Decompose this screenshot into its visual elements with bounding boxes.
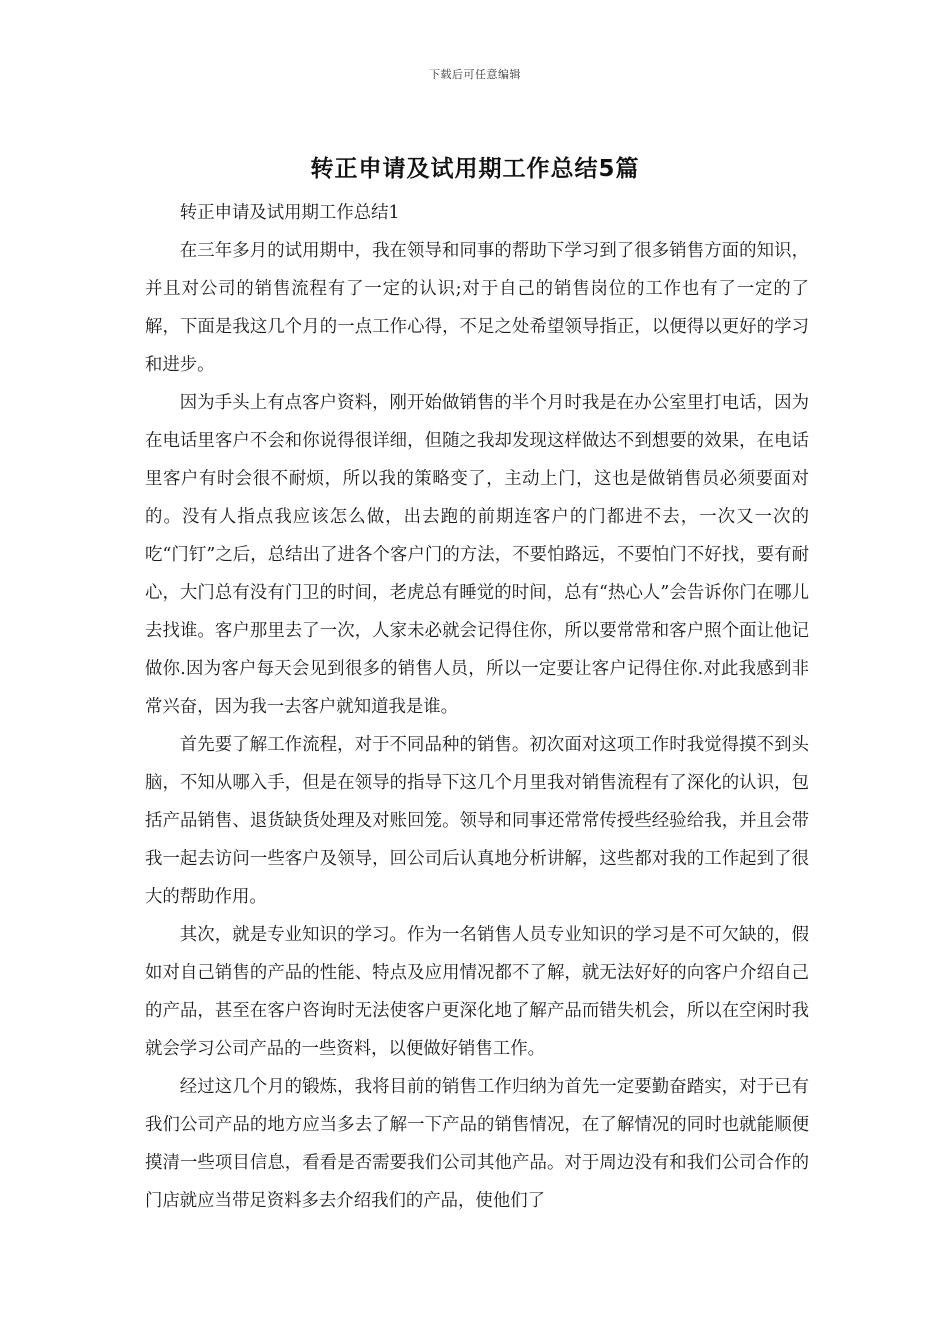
paragraph: 首先要了解工作流程，对于不同品种的销售。初次面对这项工作时我觉得摸不到头脑，不知从哪入手，但是在领导的指导下这几个月里我对销售流程有了深化的认识，包括产品销售、退货缺货处理及对账回笼。领导和同事还常常传授些经验给我，并且会带我一起去访问一些客户及领导，回公司后认真地分析讲解，这些都对我的工作起到了很大的帮助作用。 — [145, 735, 809, 907]
paragraph: 在三年多月的试用期中，我在领导和同事的帮助下学习到了很多销售方面的知识，并且对公司的销售流程有了一定的认识;对于自己的销售岗位的工作也有了一定的了解，下面是我这几个月的一点工作心得，不足之处希望领导指正，以便得以更好的学习和进步。 — [145, 241, 809, 375]
paragraph: 经过这几个月的锻炼，我将目前的销售工作归纳为首先一定要勤奋踏实，对于已有我们公司产品的地方应当多去了解一下产品的销售情况，在了解情况的同时也就能顺便摸清一些项目信息，看看是否需要我们公司其他产品。对于周边没有和我们公司合作的门店就应当带足资料多去介绍我们的产品，使他们了 — [145, 1077, 809, 1211]
header-note: 下载后可任意编辑 — [429, 68, 521, 81]
document-title: 转正申请及试用期工作总结5篇 — [310, 156, 640, 182]
section-heading: 转正申请及试用期工作总结1 — [179, 203, 400, 223]
paragraph: 因为手头上有点客户资料，刚开始做销售的半个月时我是在办公室里打电话，因为在电话里客户不会和你说得很详细，但随之我却发现这样做达不到想要的效果，在电话里客户有时会很不耐烦，所以我的策略变了，主动上门，这也是做销售员必须要面对的。没有人指点我应该怎么做，出去跑的前期连客户的门都进不去，一次又一次的吃“门钉”之后，总结出了进各个客户门的方法，不要怕路远，不要怕门不好找，要有耐心，大门总有没有门卫的时间，老虎总有睡觉的时间，总有“热心人”会告诉你门在哪儿去找谁。客户那里去了一次，人家未必就会记得住你，所以要常常和客户照个面让他记做你.因为客户每天会见到很多的销售人员，所以一定要让客户记得住你.对此我感到非常兴奋，因为我一去客户就知道我是谁。 — [145, 393, 809, 717]
paragraph: 其次，就是专业知识的学习。作为一名销售人员专业知识的学习是不可欠缺的，假如对自己销售的产品的性能、特点及应用情况都不了解，就无法好好的向客户介绍自己的产品，甚至在客户咨询时无法使客户更深化地了解产品而错失机会，所以在空闲时我就会学习公司产品的一些资料，以便做好销售工作。 — [145, 925, 809, 1059]
document-body — [145, 194, 809, 1220]
